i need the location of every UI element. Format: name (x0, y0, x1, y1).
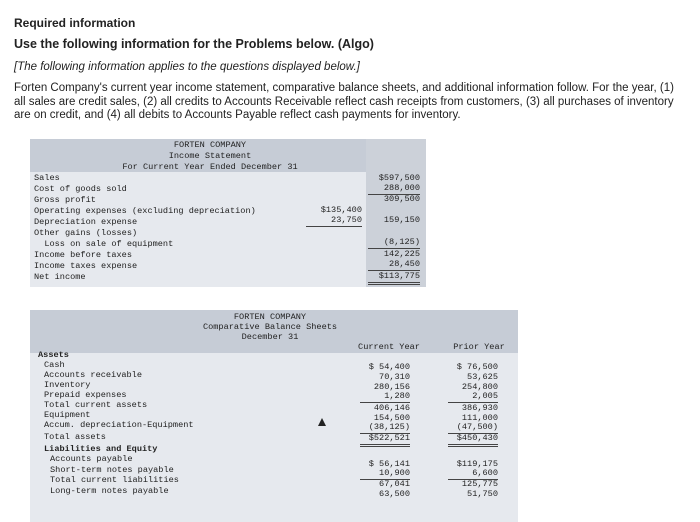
liabilities-heading: Liabilities and Equity (44, 444, 158, 454)
mouse-cursor-icon (318, 418, 326, 426)
income-row-label: Gross profit (34, 195, 96, 205)
income-row-mid: 23,750 (306, 215, 362, 227)
liability-row-label: Long-term notes payable (50, 486, 169, 496)
asset-prior: $450,430 (448, 433, 498, 447)
asset-prior: 111,000 (461, 413, 498, 423)
balance-sheet-title: Comparative Balance Sheets (202, 322, 338, 332)
income-row-right: 159,150 (383, 215, 420, 225)
asset-prior: 386,930 (461, 403, 498, 413)
asset-current: 154,500 (373, 413, 410, 423)
income-row-right: 28,450 (368, 259, 420, 271)
asset-current: $ 54,400 (368, 362, 410, 372)
income-row-label: Sales (34, 173, 60, 183)
required-information-heading: Required information (14, 16, 136, 30)
income-statement-title: Income Statement (168, 151, 252, 161)
income-row-right: 288,000 (368, 183, 420, 195)
asset-prior: (47,500) (448, 422, 498, 434)
liability-prior: 6,600 (448, 468, 498, 480)
asset-current: (38,125) (360, 422, 410, 434)
balance-sheet-date: December 31 (241, 332, 299, 342)
income-row-right: $113,775 (368, 271, 420, 285)
income-row-label: Net income (34, 272, 86, 282)
asset-row-label: Equipment (44, 410, 91, 420)
applies-note: [The following information applies to the questions displayed below.] (14, 61, 360, 73)
income-row-right: (8,125) (368, 237, 420, 249)
asset-row-label: Cash (44, 360, 65, 370)
liability-row-label: Total current liabilities (50, 475, 179, 485)
asset-row-label: Prepaid expenses (44, 390, 127, 400)
income-row-mid: $135,400 (320, 205, 362, 215)
liability-row-label: Accounts payable (50, 454, 133, 464)
asset-row-label: Inventory (44, 380, 91, 390)
liability-prior: 125,775 (461, 479, 498, 489)
problem-heading: Use the following information for the Problems below. (Algo) (14, 37, 374, 51)
asset-prior: $ 76,500 (456, 362, 498, 372)
income-row-right: $597,500 (378, 173, 420, 183)
income-row-label: Income before taxes (34, 250, 132, 260)
column-header-current-year: Current Year (358, 342, 420, 352)
income-row-label: Loss on sale of equipment (34, 239, 174, 249)
liability-prior: 51,750 (467, 489, 498, 499)
intro-paragraph: Forten Company's current year income statement, comparative balance sheets, and additional information follow. For the year, (1) all sales are credit sales, (2) all credits to Accounts Receivable reflect cash receipts from customers, (3) all purchases of inventory are on credit, and (4) all debits to Accounts Payable reflect cash payments for inventory. (14, 82, 674, 121)
column-header-prior-year: Prior Year (453, 342, 505, 352)
liability-prior: $119,175 (456, 459, 498, 469)
income-statement-period: For Current Year Ended December 31 (122, 162, 298, 172)
assets-heading: Assets (38, 350, 69, 360)
asset-current: 70,310 (379, 372, 410, 382)
asset-current: $522,521 (360, 433, 410, 447)
asset-current: 280,156 (373, 382, 410, 392)
liability-current: 67,041 (379, 479, 410, 489)
liability-current: $ 56,141 (368, 459, 410, 469)
balance-company-name: FORTEN COMPANY (233, 312, 307, 322)
income-row-label: Cost of goods sold (34, 184, 127, 194)
income-company-name: FORTEN COMPANY (173, 140, 247, 150)
asset-prior: 53,625 (467, 372, 498, 382)
asset-row-label: Accum. depreciation-Equipment (44, 420, 194, 430)
liability-row-label: Short-term notes payable (50, 465, 174, 475)
asset-current: 406,146 (373, 403, 410, 413)
income-row-right: 142,225 (383, 249, 420, 259)
income-row-label: Operating expenses (excluding depreciation) (34, 206, 256, 216)
liability-current: 63,500 (379, 489, 410, 499)
income-row-label: Income taxes expense (34, 261, 138, 271)
asset-current: 1,280 (360, 391, 410, 403)
income-row-label: Other gains (losses) (34, 228, 138, 238)
asset-prior: 254,800 (461, 382, 498, 392)
asset-prior: 2,005 (448, 391, 498, 403)
income-row-label: Depreciation expense (34, 217, 138, 227)
asset-row-label: Total assets (44, 432, 106, 442)
income-row-right: 309,500 (383, 194, 420, 204)
asset-row-label: Accounts receivable (44, 370, 142, 380)
liability-current: 10,900 (360, 468, 410, 480)
asset-row-label: Total current assets (44, 400, 148, 410)
